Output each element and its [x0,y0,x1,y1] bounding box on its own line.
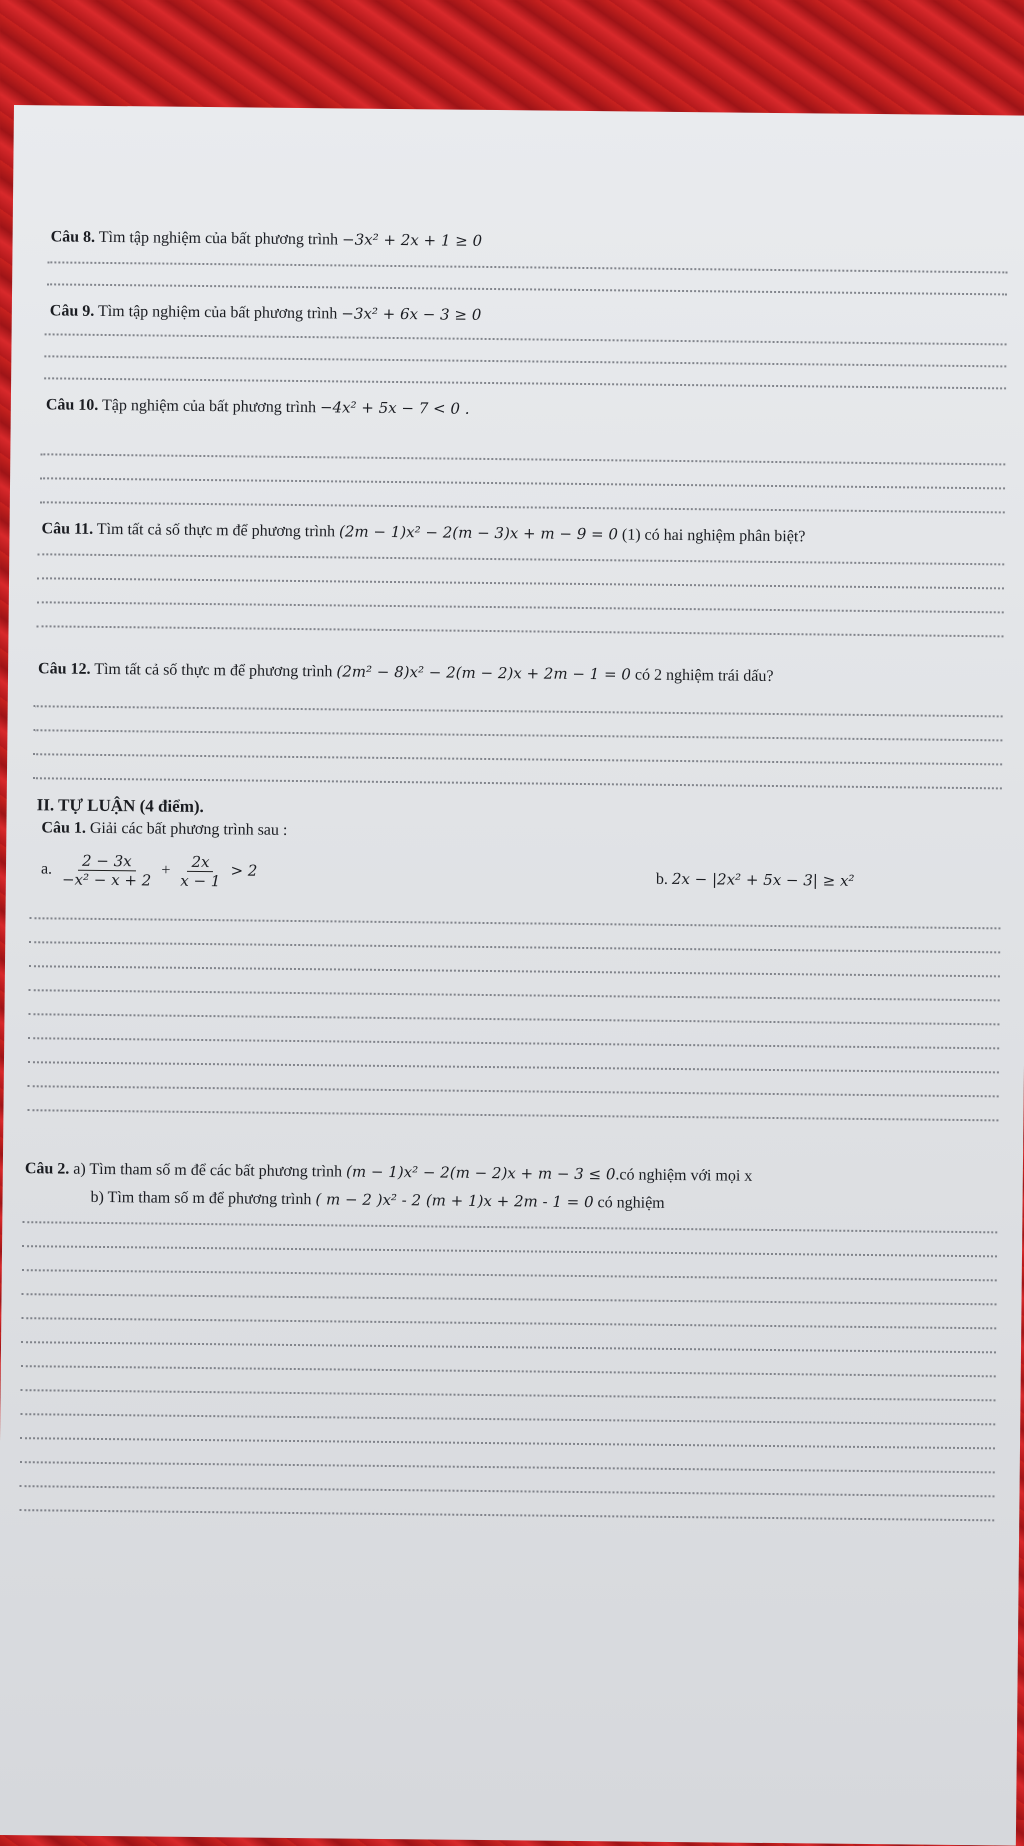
question-label: Câu 1. [41,819,86,837]
answer-line [33,729,1002,741]
question-label: Câu 10. [45,396,99,414]
answer-line [33,777,1002,789]
question-text: Giải các bất phương trình sau : [89,819,288,839]
question-label: Câu 12. [38,660,91,678]
answer-line [29,941,1000,953]
question-text: b) Tìm tham số m để phương trình [90,1188,312,1209]
answer-line [47,283,1007,295]
question-11 [41,519,805,546]
essay-question-1b [656,870,855,891]
answer-line [33,753,1002,765]
answer-line [28,1037,999,1049]
answer-line [40,453,1005,465]
question-expression: (2m² − 8)x² − 2(m − 2)x + 2m − 1 = 0 [336,662,632,684]
question-expression: ( m − 2 )x² - 2 (m + 1)x + 2m - 1 = 0 [315,1190,594,1212]
question-8 [51,227,483,251]
inequality-relation: > 2 [230,861,258,880]
essay-question-1a [41,851,258,890]
essay-question-1 [41,819,287,840]
plus-sign: + [161,861,171,879]
question-label: Câu 2. [24,1160,70,1178]
answer-line [27,1109,998,1121]
answer-line [37,601,1004,613]
answer-line [20,1413,995,1425]
fraction-denominator: x − 1 [180,871,221,891]
answer-line [44,377,1006,389]
answer-line [20,1461,995,1473]
fraction-denominator: −x² − x + 2 [61,870,152,890]
question-9 [50,301,482,325]
answer-line [37,577,1004,589]
answer-line [22,1269,997,1281]
answer-line [37,553,1004,565]
fraction-numerator: 2x [187,853,213,872]
part-label: b. [655,870,669,888]
question-expression: −3x² + 2x + 1 ≥ 0 [342,230,483,250]
answer-line [20,1437,995,1449]
question-text: Tìm tất cả số thực m để phương trình [96,520,336,541]
question-12 [38,659,774,686]
answer-line [28,1013,999,1025]
answer-line [21,1341,996,1353]
answer-line [29,989,1000,1001]
question-expression: 2x − |2x² + 5x − 3| ≥ x² [671,869,855,890]
answer-line [45,333,1007,345]
question-expression: (m − 1)x² − 2(m − 2)x + m − 3 ≤ 0 [345,1162,616,1184]
answer-line [22,1245,997,1257]
answer-line [40,477,1005,489]
fraction-1 [58,852,156,890]
answer-line [21,1365,996,1377]
answer-line [21,1389,996,1401]
question-suffix: có nghiệm [597,1194,665,1212]
question-label: Câu 9. [49,302,95,320]
answer-line [37,625,1004,637]
answer-line [44,355,1006,367]
essay-question-2a [25,1159,753,1186]
question-suffix: (1) có hai nghiệm phân biệt? [621,526,806,546]
answer-line [19,1509,994,1521]
answer-line [28,1085,999,1097]
answer-line [21,1317,996,1329]
exam-paper [0,105,1024,1846]
answer-line [47,261,1007,273]
section-heading: II. TỰ LUẬN (4 điểm). [36,795,204,817]
question-label: Câu 8. [50,228,96,246]
answer-line [22,1293,997,1305]
answer-line [20,1485,995,1497]
answer-line [40,501,1005,513]
question-text: Tập nghiệm của bất phương trình [101,396,317,417]
answer-line [28,1061,999,1073]
question-text: Tìm tập nghiệm của bất phương trình [98,228,339,249]
question-text: Tìm tập nghiệm của bất phương trình [97,302,338,323]
question-expression: (2m − 1)x² − 2(m − 3)x + m − 9 = 0 [338,522,619,544]
answer-line [29,965,1000,977]
essay-question-2b [90,1188,664,1213]
question-label: Câu 11. [41,520,94,538]
part-label: a. [40,860,53,878]
fraction-numerator: 2 − 3x [78,852,136,872]
question-10 [46,395,470,418]
question-expression: −3x² + 6x − 3 ≥ 0 [341,304,482,324]
question-expression: −4x² + 5x − 7 < 0 . [319,398,470,418]
question-text: Tìm tất cả số thực m để phương trình [94,660,333,681]
question-text: a) Tìm tham số m để các bất phương trình [73,1160,343,1181]
fraction-2 [176,853,224,891]
question-suffix: có 2 nghiệm trái dấu? [634,666,774,685]
question-suffix: .có nghiệm với mọi x [615,1166,753,1185]
answer-line [29,917,1000,929]
answer-line [22,1221,997,1233]
answer-line [34,705,1003,717]
